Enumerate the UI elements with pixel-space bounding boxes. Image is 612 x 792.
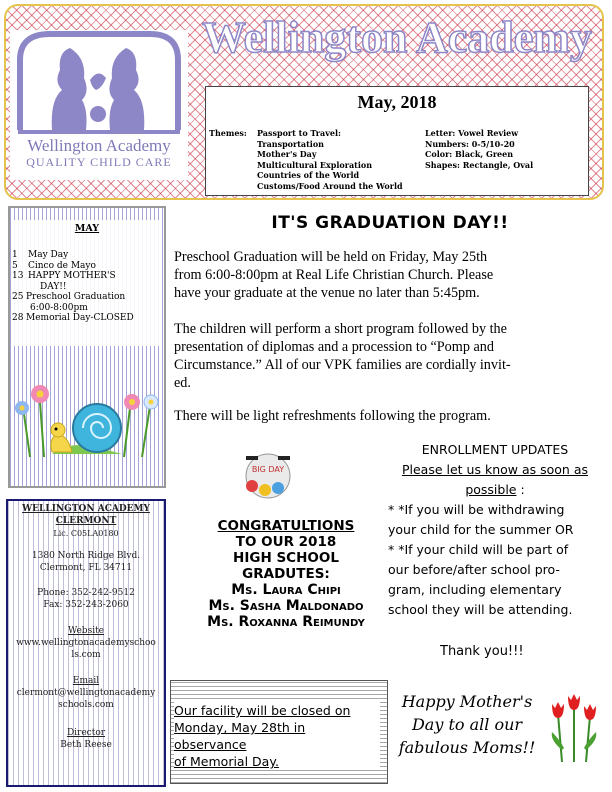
badge-text: BIG DAY xyxy=(251,465,285,474)
curriculum-list xyxy=(425,128,533,170)
tulips-icon xyxy=(544,690,602,762)
closure-notice: Our facility will be closed on Monday, May 28th in observance of Memorial Day. xyxy=(174,702,380,770)
numbers-info: Numbers: 0-5/10-20 xyxy=(425,138,515,149)
graduate-name: Ms. Sasha Maldonado xyxy=(208,598,364,614)
director-label: Director xyxy=(66,728,106,738)
theme-item: Transportation xyxy=(257,138,324,149)
color-info: Color: Black, Green xyxy=(425,149,514,159)
website-link[interactable]: ls.com xyxy=(71,650,101,660)
fax-number: Fax: 352-243-2060 xyxy=(43,600,129,610)
graduation-paragraph-2: The children will perform a short program followed by the presentation of diplomas and a procession to “Pomp and Circumstance.” All of our VPK families are cordially invit- ed. xyxy=(174,321,511,391)
may-event: DAY!! xyxy=(40,281,67,292)
may-event-list xyxy=(12,250,162,324)
may-event: 13 HAPPY MOTHER'S xyxy=(12,271,116,281)
themes-list xyxy=(257,128,403,191)
snail-flowers-icon xyxy=(12,372,162,464)
graduate-name: Ms. Laura Chipi xyxy=(231,582,341,598)
letter-info: Letter: Vowel Review xyxy=(425,128,519,138)
enrollment-updates: ENROLLMENT UPDATES Please let us know as soon as possible : * *If you will be withdrawing your child for the summer OR * *If your child will be part of our before/after school pro- gram, including elementary school they will be attending. xyxy=(388,440,602,620)
email-label: Email xyxy=(72,676,100,686)
phone-number: Phone: 352-242-9512 xyxy=(37,588,135,598)
may-event: 1 May Day xyxy=(12,250,69,260)
may-heading: MAY xyxy=(74,223,100,234)
graduation-paragraph-3: There will be light refreshments following the program. xyxy=(174,408,491,424)
may-event: 6:00-8:00pm xyxy=(30,302,88,313)
school-name: WELLINGTON ACADEMY xyxy=(22,504,150,514)
logo-title: Wellington Academy xyxy=(27,136,171,155)
school-location: CLERMONT xyxy=(55,516,117,526)
may-event: 25 Preschool Graduation xyxy=(12,292,126,302)
director-name: Beth Reese xyxy=(60,740,112,750)
website-label: Website xyxy=(67,626,105,636)
graduate-name: Ms. Roxanna Reimundy xyxy=(207,614,365,630)
license-number: Lic. C05LA0180 xyxy=(53,529,119,538)
address-line: Clermont, FL 34711 xyxy=(39,563,133,573)
may-event: 28 Memorial Day-CLOSED xyxy=(12,313,134,323)
theme-item: Customs/Food Around the World xyxy=(257,180,403,191)
thank-you: Thank you!!! xyxy=(440,644,524,659)
graduation-paragraph-1: Preschool Graduation will be held on Friday, May 25th from 6:00-8:00pm at Real Life Christian Church. Please have your graduate at the venue no later than 5:45pm. xyxy=(174,249,494,301)
theme-item: Passport to Travel: xyxy=(257,128,341,138)
enrollment-heading: ENROLLMENT UPDATES xyxy=(421,442,569,457)
logo-subtitle: QUALITY CHILD CARE xyxy=(26,155,172,169)
theme-item: Countries of the World xyxy=(257,170,360,180)
theme-item: Multicultural Exploration xyxy=(257,159,373,170)
themes-label: Themes: xyxy=(209,128,247,138)
congratulations-block: CONGRATULTIONS TO OUR 2018 HIGH SCHOOL GRADUTES: Ms. Laura Chipi Ms. Sasha Maldonado Ms. Roxanna Reimundy xyxy=(176,518,396,630)
address-line: 1380 North Ridge Blvd. xyxy=(31,551,141,561)
graduation-badge-icon xyxy=(238,450,298,502)
website-link[interactable]: www.wellingtonacademyschoo xyxy=(16,638,156,648)
shapes-info: Shapes: Rectangle, Oval xyxy=(425,159,534,170)
email-link[interactable]: schools.com xyxy=(58,700,114,710)
graduation-title: IT'S GRADUATION DAY!! xyxy=(271,213,509,233)
may-event: 5 Cinco de Mayo xyxy=(12,260,96,271)
email-link[interactable]: clermont@wellingtonacademy xyxy=(16,688,156,698)
page-title: Wellington Academy xyxy=(202,13,592,62)
theme-item: Mother's Day xyxy=(257,149,317,159)
month-heading: May, 2018 xyxy=(357,92,437,112)
mothers-day-message: Happy Mother's Day to all our fabulous Moms!! xyxy=(398,692,536,757)
